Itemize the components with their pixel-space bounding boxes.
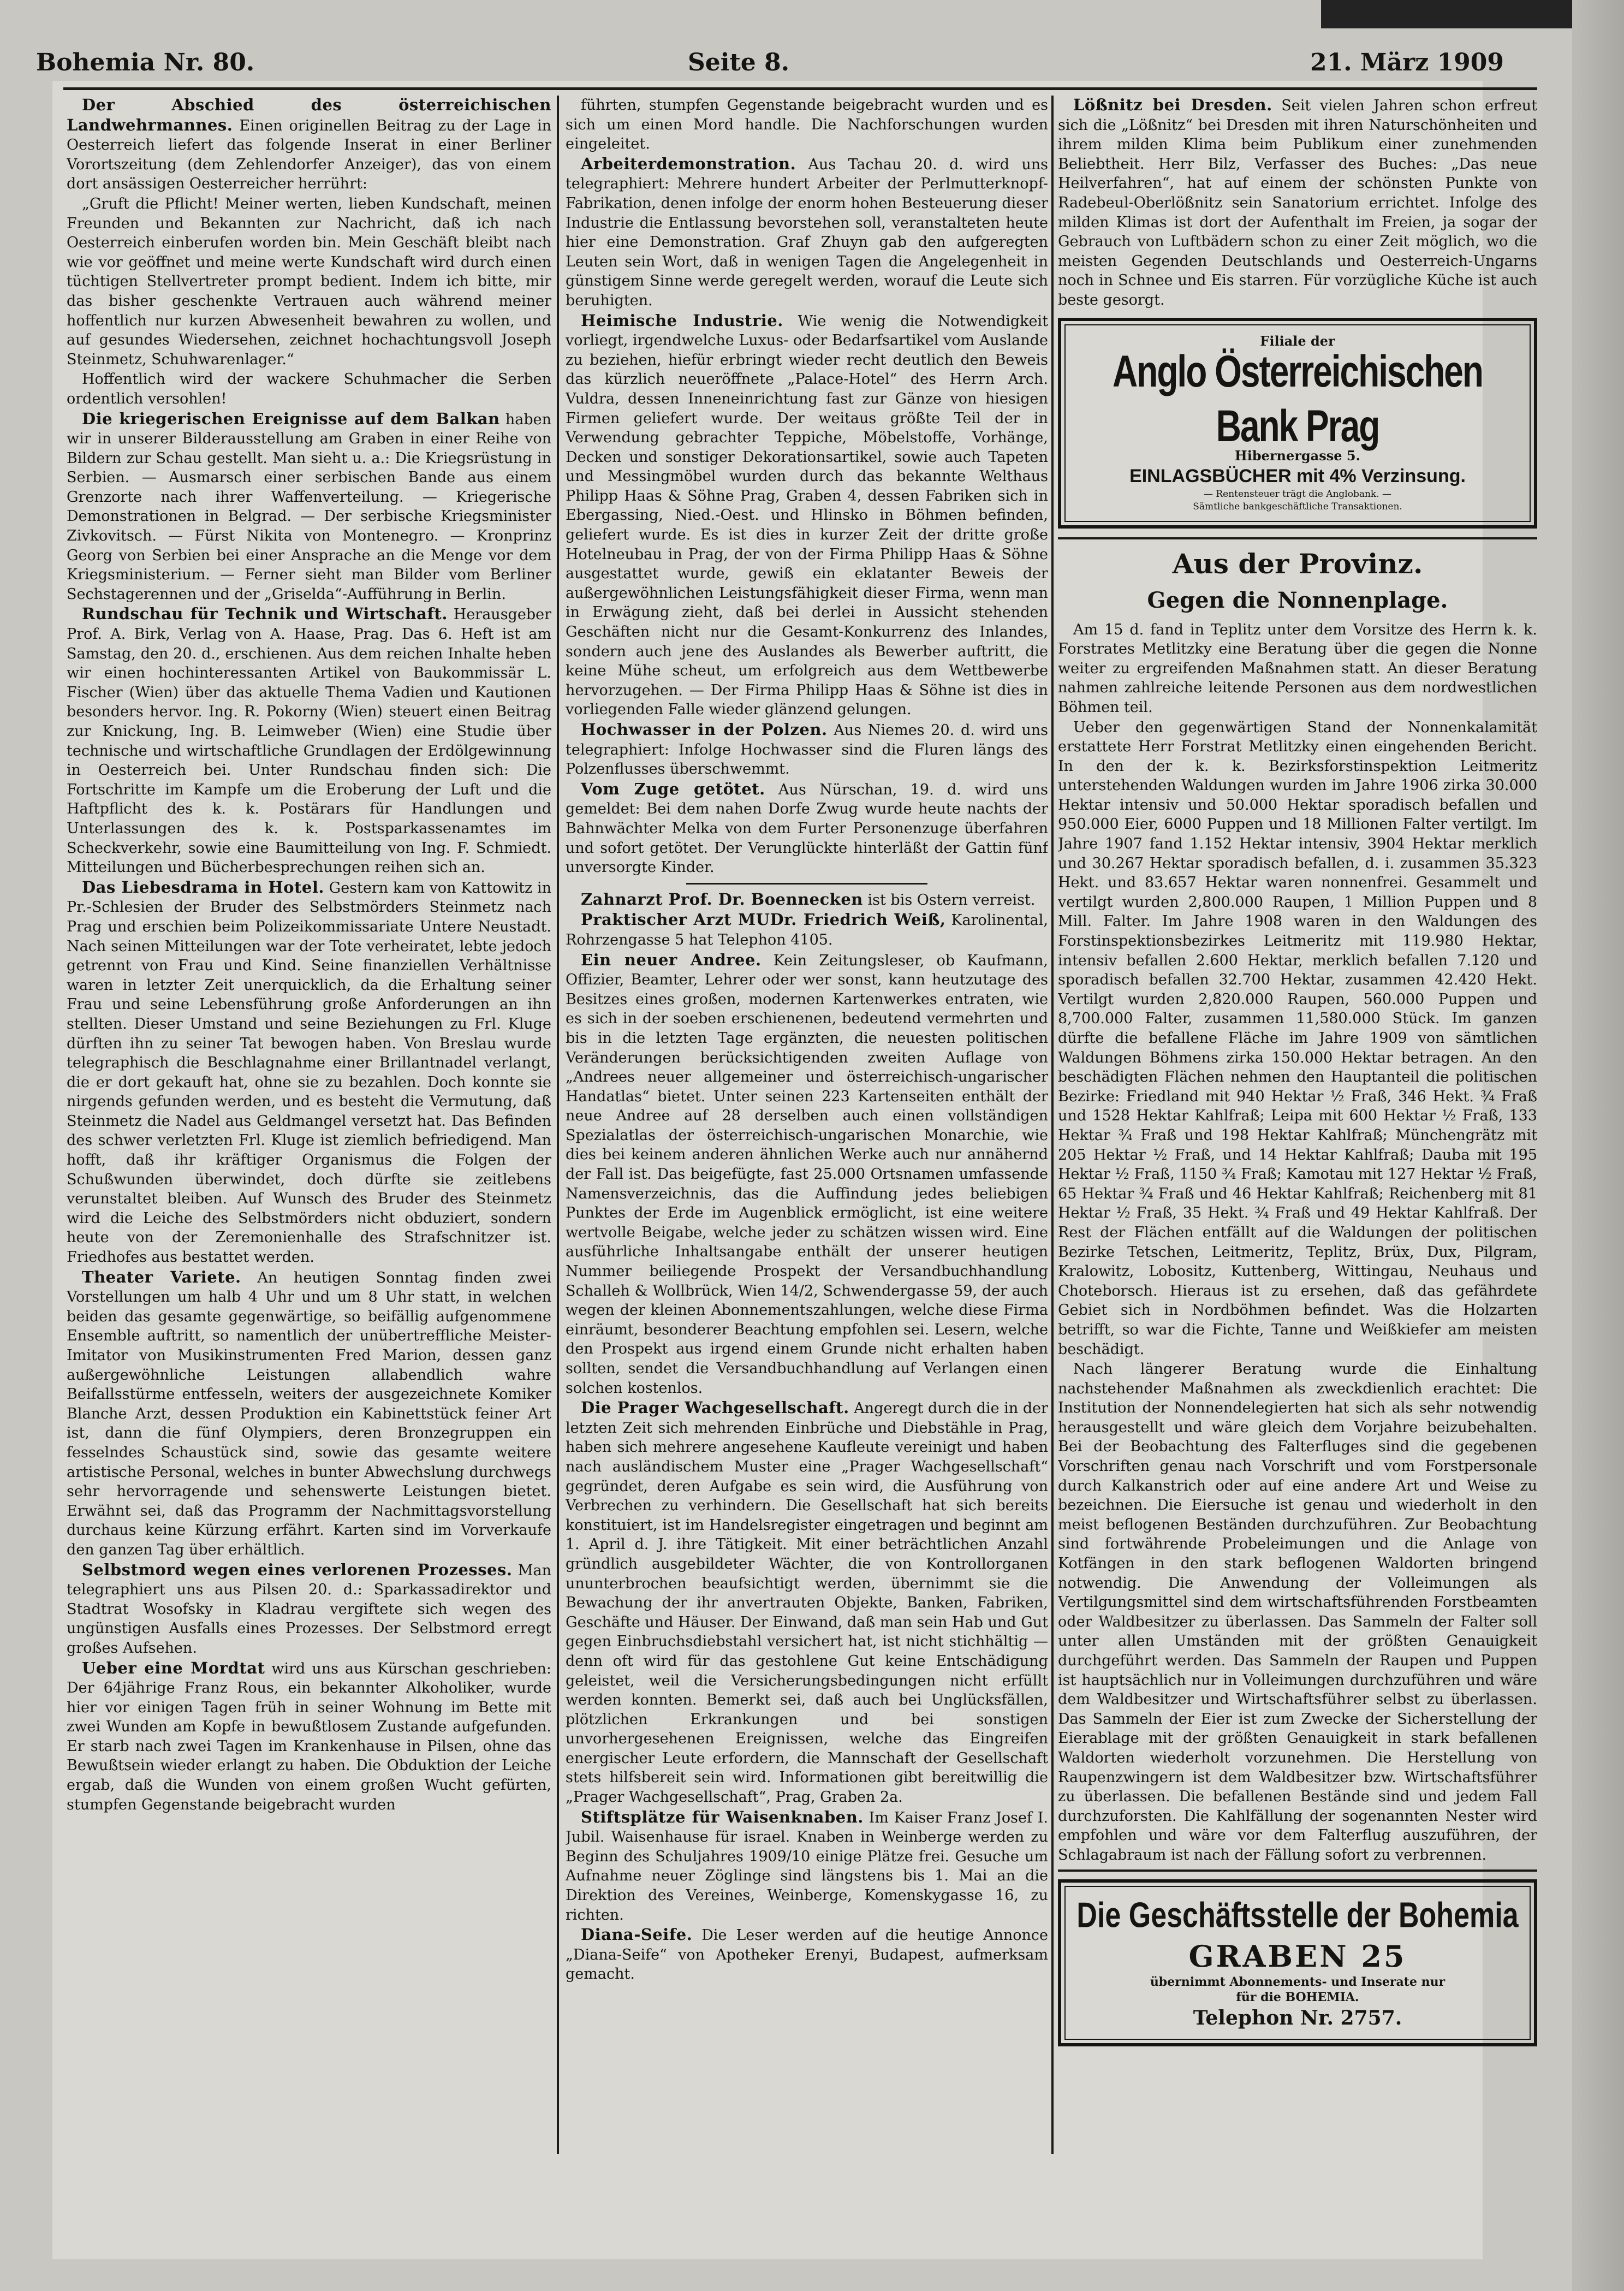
section-rule xyxy=(1058,537,1537,539)
bohemia-office-services: übernimmt Abonnements- und Inserate nur xyxy=(1150,1974,1445,1989)
article-headline: Diana-Seife. xyxy=(581,1925,693,1944)
article-paragraph xyxy=(67,1659,551,1815)
article-paragraph xyxy=(67,194,551,369)
article-text: wird uns aus Kürschan geschrieben: Der 64jährige Franz Rous, ein bekannter Alkoholiker, wurde hier vor einigen Tagen früh in seiner Wohnung im Bette mit zwei Wunden am Kopfe in bewußtlosem Zustande aufgefunden. Er starb nach zwei Tagen im Krankenhause in Pilsen, ohne das Bewußtsein wieder erlangt zu haben. Die Obduktion der Leiche ergab, daß die Wunden von einem großen Wucht gefürten, stumpfen Gegenstande beigebracht wurden xyxy=(67,1660,551,1813)
article-headline: Stiftsplätze für Waisenknaben. xyxy=(581,1807,864,1826)
article-paragraph xyxy=(566,780,1048,877)
article-nonnenplage-body xyxy=(1058,620,1537,1865)
anglobank-note-transactions: Sämtliche bankgeschäftliche Transaktionen. xyxy=(1193,501,1402,512)
article-headline: Rundschau für Technik und Wirtschaft. xyxy=(82,604,448,624)
article-paragraph xyxy=(566,1398,1048,1807)
header-page-number: Seite 8. xyxy=(688,49,790,76)
header-masthead: Bohemia Nr. 80. xyxy=(36,49,255,76)
column-3 xyxy=(1058,96,1537,2154)
article-text: An heutigen Sonntag finden zwei Vorstellungen um halb 4 Uhr und um 8 Uhr statt, in welchen beiden das gesamte gegenwärtige, so beifällig aufgenommene Ensemble auftritt, so namentlich der unübertreffliche Meister-Imitator von Musikinstrumenten Fred Marion, dessen ganz außergewöhnliche Leistungen allabendlich wahre Beifallsstürme entfesseln, weiters der ausgezeichnete Komiker Blanche Arzt, dessen Produktion ein Kabinettstück feiner Art ist, dann die fünf Olympiers, deren Bronzegruppen ein fesselndes Schaustück sind, sowie das gesamte weitere artistische Personal, welches in bunter Abwechslung durchwegs sehr hervorragende und sehenswerte Leistungen bietet. Erwähnt sei, daß das Programm der Nachmittagsvorstellung durchaus keine Kürzung erfährt. Karten sind im Vorverkaufe den ganzen Tag über erhältlich. xyxy=(67,1269,551,1558)
article-title-nonnenplage: Gegen die Nonnenplage. xyxy=(1147,587,1448,613)
article-text: Aus Nürschan, 19. d. wird uns gemeldet: Bei dem nahen Dorfe Zwug wurde heute nachts der Bahnwächter Melka von dem Furter Personenzuge überfahren und sofort getötet. Der Verunglückte hinterläßt der Gattin fünf unversorgte Kinder. xyxy=(566,781,1048,876)
article-text: haben wir in unserer Bilderausstellung am Graben in einer Reihe von Bildern zur Schau gestellt. Man sieht u. a.: Die Kriegsrüstung in Serbien. — Ausmarsch einer serbischen Bande aus einem Grenzorte nach ihrer Waffenverteilung. — Kriegerische Demonstrationen in Belgrad. — Der serbische Kriegsminister Zivkovitsch. — Fürst Nikita von Montenegro. — Kronprinz Georg von Serbien bei einer Ansprache an die Menge vor dem Kriegsministerium. — Ferner sieht man Bilder vom Berliner Sechstagerennen und der „Griselda“-Aufführung in Berlin. xyxy=(67,411,551,603)
bohemia-office-street: GRABEN 25 xyxy=(1188,1938,1407,1974)
article-headline: Vom Zuge getötet. xyxy=(581,779,765,798)
article-headline: Hochwasser in der Polzen. xyxy=(581,720,828,739)
article-text: Angeregt durch die in der letzten Zeit sich mehrenden Einbrüche und Diebstähle in Prag, haben sich mehrere angesehene Kaufleute vereinigt und haben nach ausländischem Muster eine „Prager Wachgesellschaft“ gegründet, deren Aufgabe es sein wird, die Ausführung von Verbrechen zu verhindern. Die Gesellschaft hat sich bereits konstituiert, ist im Handelsregister eingetragen und beginnt am 1. April d. J. ihre Tätigkeit. Mit einer beträchtlichen Anzahl gründlich ausgebildeter Wächter, die von Kontrollorganen ununterbrochen beaufsichtigt werden, übernimmt sie die Bewachung der ihr anvertrauten Objekte, Banken, Fabriken, Geschäfte und Häuser. Der Einwand, daß man sein Hab und Gut gegen Einbruchsdiebstahl versichert hat, ist nicht stichhältig — denn oft wird für das gestohlene Gut keine Entschädigung geleistet, weil die Versicherungsbedingungen nicht erfüllt werden konnten. Bemerkt sei, daß auch bei Unglücksfällen, plötzlichen Erkrankungen und bei sonstigen unvorhergesehenen Ereignissen, welche das Eingreifen energischer Leute erfordern, die Mannschaft der Gesellschaft stets hilfsbereit sein wird. Informationen gibt bereitwillig die „Prager Wachgesellschaft“, Prag, Graben 2a. xyxy=(566,1400,1048,1806)
bohemia-office-advertisement xyxy=(1058,1879,1537,2046)
article-paragraph xyxy=(566,1808,1048,1925)
column-2 xyxy=(566,96,1048,2154)
article-paragraph xyxy=(566,910,1048,949)
article-headline: Theater Variete. xyxy=(82,1267,241,1286)
anglobank-savings-offer: EINLAGSBÜCHER mit 4% Verzinsung. xyxy=(1129,465,1466,486)
article-paragraph xyxy=(566,890,1048,910)
article-text: Die Leser werden auf die heutige Annonce „Diana-Seife“ von Apotheker Erenyi, Budapest, aufmerksam gemacht. xyxy=(566,1927,1048,1983)
article-headline: Zahnarzt Prof. Dr. Boennecken xyxy=(581,889,863,909)
article-text: Karolinental, Rohrzengasse 5 hat Telephon 4105. xyxy=(566,912,1048,948)
article-paragraph xyxy=(67,96,551,194)
header-rule xyxy=(63,87,1537,90)
article-text: „Gruft die Pflicht! Meiner werten, lieben Kundschaft, meinen Freunden und Bekannten zur Nachricht, daß ich nach Oesterreich einberufen worden bin. Mein Geschäft bleibt nach wie vor geöffnet und meine werte Kundschaft wird durch einen tüchtigen Stellvertreter prompt bedient. Indem ich bitte, mir das bisher geschenkte Vertrauen auch während meiner hoffentlich nur kurzen Abwesenheit bewahren zu wollen, und auf gesundes Wiedersehen, zeichnet hochachtungsvoll Joseph Steinmetz, Schuhwarenlager.“ xyxy=(67,195,551,368)
article-text: Aus Tachau 20. d. wird uns telegraphiert: Mehrere hundert Arbeiter der Perlmutterknopf-Fabrikation, denen infolge der enorm hohen Besteuerung dieser Industrie die Entlassung bevorstehen soll, veranstalteten heute hier eine Demonstration. Graf Zhuyn gab den aufgeregten Leuten sein Wort, daß in wenigen Tagen die Angelegenheit in günstigem Sinne werde geregelt werden, worauf die Leute sich beruhigten. xyxy=(566,156,1048,309)
anglobank-address: Hibernergasse 5. xyxy=(1235,447,1360,464)
article-text: Nach längerer Beratung wurde die Einhaltung nachstehender Maßnahmen als zweckdienlich erachtet: Die Institution der Nonnendelegierten hat sich als sehr notwendig herausgestellt und wäre gleich dem Vorjahre beizubehalten. Bei der Beobachtung des Falterfluges sind die gegebenen Vorschriften genau nach Vorschrift und vom Forstpersonale durch Kalkanstrich oder auf eine andere Art und Weise zu bezeichnen. Die Eiersuche ist genau und wiederholt in den meist beflogenen Beständen durchzuführen. Zur Beobachtung sind fortwährende Probeleimungen und die Anlage von Kotfängen in den stark beflogenen Waldorten bringend notwendig. Die Anwendung der Volleimungen als Vertilgungsmittel sind dem wirtschaftsführenden Forstbeamten oder Waldbesitzer zu überlassen. Das Sammeln der Falter soll unter allen Umständen mit der größten Genauigkeit durchgeführt werden. Das Sammeln der Raupen und Puppen ist hauptsächlich nur in Volleimungen durchzuführen und wäre dem Waldbesitzer und Wirtschaftsführer selbst zu überlassen. Das Sammeln der Eier ist zum Zwecke der Sicherstellung der Eierablage mit der größten Genauigkeit in stark befallenen Waldorten wiederholt vorzunehmen. Die Herstellung von Raupenzwingern ist dem Waldbesitzer bzw. Wirtschaftsführer zu überlassen. Die befallenen Bestände sind und jedem Fall durchzuforsten. Die Kahlfällung der sogenannten Nester wird empfohlen und wäre vor dem Falterflug auszuführen, der Schlagabraum ist nach der Fällung sofort zu verbrennen. xyxy=(1058,1361,1537,1863)
article-text: Kein Zeitungsleser, ob Kaufmann, Offizier, Beamter, Lehrer oder wer sonst, kann heutzutage des Besitzes eines großen, modernen Kartenwerkes entraten, wie es sich in der soeben erschienenen, bedeutend vermehrten und bis in die letzten Tage ergänzten, die neuesten politischen Veränderungen berücksichtigenden zweiten Auflage von „Andrees neuer allgemeiner und österreichisch-ungarischer Handatlas“ bietet. Unter seinen 223 Kartenseiten enthält der neue Andree auf 28 derselben auch einen vollständigen Spezialatlas der österreichisch-ungarischen Monarchie, wie dies bei keinem anderen ähnlichen Werke auch nur annähernd der Fall ist. Das beigefügte, fast 25.000 Ortsnamen umfassende Namensverzeichnis, das die Auffindung jedes beliebigen Punktes der Erde im Augenblick ermöglicht, ist eine weitere wertvolle Beigabe, welche jeder zu schätzen wissen wird. Eine ausführliche Inhaltsangabe enthält der unserer heutigen Nummer beiliegende Prospekt der Versandbuchhandlung Schalleh & Wollbrück, Wien 14/2, Schwendergasse 59, der auch wegen der kleinen Abonnementszahlungen, welche diese Firma einräumt, besonderer Beachtung empfohlen sei. Lesern, welche den Prospekt aus irgend einem Grunde nicht erhalten haben sollten, sendet die Versandbuchhandlung auf Verlangen einen solchen kostenlos. xyxy=(566,952,1048,1397)
section-title-provinz: Aus der Provinz. xyxy=(1172,547,1423,580)
header-date: 21. März 1909 xyxy=(1310,49,1504,76)
bohemia-office-phone: Telephon Nr. 2757. xyxy=(1193,2006,1402,2029)
article-text: Aus Niemes 20. d. wird uns telegraphiert: Infolge Hochwasser sind die Fluren längs des Polzenflusses überschwemmt. xyxy=(566,722,1048,778)
article-headline: Praktischer Arzt MUDr. Friedrich Weiß, xyxy=(581,910,946,929)
ad-rule xyxy=(1058,1869,1537,1872)
article-text: führten, stumpfen Gegenstande beigebracht wurden und es sich um einen Mord handle. Die Nachforschungen wurden eingeleitet. xyxy=(566,97,1048,153)
article-paragraph xyxy=(1058,1360,1537,1865)
article-paragraph xyxy=(566,155,1048,311)
bohemia-office-services-2: für die BOHEMIA. xyxy=(1236,1990,1359,2004)
article-paragraph xyxy=(566,311,1048,720)
article-text: Seit vielen Jahren schon erfreut sich die „Lößnitz“ bei Dresden mit ihren Naturschönheiten und ihrem milden Klima beim Publikum einer zunehmenden Beliebtheit. Herr Bilz, Verfasser des Buches: „Das neue Heilverfahren“, hat auf einem der schönsten Punkte von Radebeul-Oberlößnitz sein Sanatorium errichtet. Infolge des milden Klimas ist dort der Aufenthalt im Freien, ja sogar der Gebrauch von Luftbädern schon zu einer Zeit möglich, wo die meisten Gegenden Deutschlands und Oesterreich-Ungarns noch in Schnee und Eis starren. Für vorzügliche Küche ist auch beste gesorgt. xyxy=(1058,97,1537,308)
article-headline: Ueber eine Mordtat xyxy=(82,1658,265,1677)
article-headline: Das Liebesdrama in Hotel. xyxy=(82,877,324,897)
article-paragraph xyxy=(67,878,551,1267)
article-text: Im Kaiser Franz Josef I. Jubil. Waisenhause für israel. Knaben in Weinberge werden zu Beginn des Schuljahres 1909/10 einige Plätze frei. Gesuche um Aufnahme neuer Zöglinge sind längstens bis 1. Mai an die Direktion des Vereines, Weinberge, Komenskygasse 16, zu richten. xyxy=(566,1809,1048,1924)
anglobank-advertisement xyxy=(1058,318,1537,529)
article-paragraph xyxy=(566,951,1048,1398)
article-paragraph xyxy=(1058,96,1537,310)
article-text: Ueber den gegenwärtigen Stand der Nonnenkalamität erstattete Herr Forstrat Metlitzky einen eingehenden Bericht. In den der k. k. Bezirksforstinspektion Leitmeritz unterstehenden Waldungen wurden im Jahre 1906 zirka 30.000 Hektar intensiv und 50.000 Hektar sporadisch befallen und 950.000 Eier, 6000 Puppen und 18 Millionen Falter vertilgt. Im Jahre 1907 fand 1.152 Hektar intensiv, 3904 Hektar merklich und 30.267 Hektar sporadisch befallen, d. i. zusammen 35.323 Hekt. und 83.657 Hektar waren nonnenfrei. Gesammelt und vertilgt wurden 2,800.000 Raupen, 1 Million Puppen und 8 Mill. Falter. Im Jahre 1908 waren in den Waldungen des Forstinspektionsbezirkes Leitmeritz mit 119.980 Hektar, intensiv befallen 2.600 Hektar, merklich befallen 7.120 und sporadisch befallen 32.700 Hektar, zusammen 42.420 Hekt. Vertilgt wurden 2,820.000 Raupen, 560.000 Puppen und 8,700.000 Falter, zusammen 11,580.000 Stück. Im ganzen dürfte die befallene Fläche im Jahre 1909 von sämtlichen Waldungen Böhmens zirka 150.000 Hektar betragen. An den beschädigten Flächen nehmen den Hauptanteil die politischen Bezirke: Friedland mit 940 Hektar ½ Fraß, 346 Hekt. ¾ Fraß und 1528 Hektar Kahlfraß; Leipa mit 600 Hektar ½ Fraß, 133 Hektar ¾ Fraß und 198 Hektar Kahlfraß; Münchengrätz mit 205 Hektar ½ Fraß, und 14 Hektar Kahlfraß; Dauba mit 195 Hektar ½ Fraß, 1150 ¾ Fraß; Kamotau mit 127 Hektar ½ Fraß, 65 Hektar ¾ Fraß und 46 Hektar Kahlfraß; Reichenberg mit 81 Hektar ½ Fraß, 35 Hekt. ¾ Fraß und 49 Hektar Kahlfraß. Der Rest der Flächen entfällt auf die Waldungen der politischen Bezirke Tetschen, Leitmeritz, Teplitz, Brüx, Dux, Pilgram, Kralowitz, Lobositz, Kuttenberg, Wittingau, Neuhaus und Choteborsch. Hieraus ist zu ersehen, daß das gefährdete Gebiet sich in Nordböhmen befindet. Was die Holzarten betrifft, so war die Fichte, Tanne und Weißkiefer am meisten beschädigt. xyxy=(1058,719,1537,1358)
column-1 xyxy=(67,96,551,2154)
article-headline: Arbeiterdemonstration. xyxy=(581,154,796,173)
article-paragraph xyxy=(67,370,551,408)
article-paragraph xyxy=(566,96,1048,154)
bohemia-office-title: Die Geschäftsstelle der Bohemia xyxy=(1076,1895,1519,1935)
article-paragraph xyxy=(1058,718,1537,1360)
scan-shadow-edge xyxy=(1572,0,1624,2291)
article-headline: Lößnitz bei Dresden. xyxy=(1073,96,1272,114)
article-text: Hoffentlich wird der wackere Schuhmacher die Serben ordentlich versohlen! xyxy=(67,371,551,407)
article-text: ist bis Ostern verreist. xyxy=(862,891,1036,909)
article-paragraph xyxy=(566,1925,1048,1984)
article-headline: Heimische Industrie. xyxy=(581,311,783,330)
anglobank-name: Anglo Österreichischen Bank Prag xyxy=(1113,346,1483,451)
article-paragraph xyxy=(566,720,1048,779)
article-headline: Der Abschied des österreichischen Landwehrmannes. xyxy=(67,96,551,134)
article-headline: Die kriegerischen Ereignisse auf dem Balkan xyxy=(82,409,500,428)
article-paragraph xyxy=(67,1268,551,1560)
article-text: Einen originellen Beitrag zu der Lage in Oesterreich liefert das folgende Inserat in einer Berliner Vorortszeitung (dem Zehlendorfer Anzeiger), das von einem dort ansässigen Oesterreicher herrührt: xyxy=(67,117,551,193)
article-headline: Die Prager Wachgesellschaft. xyxy=(581,1398,849,1417)
article-text: Wie wenig die Notwendigkeit vorliegt, irgendwelche Luxus- oder Bedarfsartikel vom Auslande zu beziehen, hiefür erbringt wieder recht deutlich den Beweis das kürzlich neueröffnete „Palace-Hotel“ des Herrn Arch. Vuldra, dessen Inneneinrichtung fast zur Gänze von hiesigen Firmen geliefert wurde. Der weitaus größte Teil der in Verwendung gebrachter Teppiche, Möbelstoffe, Vorhänge, Decken und sonstiger Dekorationsartikel, sowie auch Tapeten und Messingmöbel wurden durch das bekannte Welthaus Philipp Haas & Söhne Prag, Graben 4, dessen Fabriken sich in Ebergassing, Nied.-Oest. und Hlinsko in Böhmen befinden, geliefert wurde. Es ist dies in kurzer Zeit der dritte große Hotelneubau in Prag, der von der Firma Philipp Haas & Söhne ausgestattet wurde, gewiß ein eklatanter Beweis der außergewöhnlichen Leistungsfähigkeit dieser Firma, wenn man in Erwägung zieht, daß bei derlei in Aussicht stehenden Geschäften nicht nur die Gesamt-Konkurrenz des Inlandes, sondern auch jene des Auslandes als Bewerber auftritt, die keine Mühe scheut, um erfolgreich aus dem Wettbewerbe hervorzugehen. — Der Firma Philipp Haas & Söhne ist dies in vorliegenden Falle wieder glänzend gelungen. xyxy=(566,312,1048,719)
article-paragraph xyxy=(1058,620,1537,717)
article-text: Man telegraphiert uns aus Pilsen 20. d.: Sparkassadirektor und Stadtrat Wosofsky in Kladrau vergiftete sich wegen des ungünstigen Ausfalls eines Prozesses. Der Selbstmord erregt großes Aufsehen. xyxy=(67,1562,551,1657)
anglobank-branch-label: Filiale der xyxy=(1260,333,1335,349)
article-paragraph xyxy=(67,409,551,604)
article-text: Herausgeber Prof. A. Birk, Verlag von A. Haase, Prag. Das 6. Heft ist am Samstag, den 20. d., erschienen. Aus dem reichen Inhalte heben wir einen hochinteressanten Artikel von Baukommissär L. Fischer (Wien) über das aktuelle Thema Vadien und Kautionen besonders hervor. Ing. R. Pokorny (Wien) steuert einen Beitrag zur Knickung, Ing. B. Leimweber (Wien) eine Studie über technische und wirtschaftliche Grundlagen der Erdölgewinnung in Oesterreich bei. Unter Rundschau finden sich: Die Fortschritte im Kampfe um die Eroberung der Luft und die Haftpflicht des k. k. Postärars für Handlungen und Unterlassungen des k. k. Postsparkassenamtes im Scheckverkehr, sowie eine Baumitteilung von Ing. F. Schmiedt. Mitteilungen und Bücherbesprechungen reihen sich an. xyxy=(67,606,551,876)
anglobank-note-tax: — Rentensteuer trägt die Anglobank. — xyxy=(1203,488,1392,500)
article-headline: Ein neuer Andree. xyxy=(581,950,762,969)
article-text: Gestern kam von Kattowitz in Pr.-Schlesien der Bruder des Selbstmörders Steinmetz nach Prag und erschien beim Polizeikommissariate Untere Neustadt. Nach seinen Mitteilungen war der Tote verheiratet, lebte jedoch getrennt von Frau und Kind. Seine finanziellen Verhältnisse waren in letzter Zeit unerquicklich, da die Erhaltung seiner Frau und seine Lebensführung große Anforderungen an ihn stellten. Dieser Umstand und seine Beziehungen zu Frl. Kluge dürften ihn zu seiner Tat bewogen haben. Von Breslau wurde telegraphisch die Beschlagnahme einer Brillantnadel verlangt, die er dort gekauft hat, ohne sie zu bezahlen. Doch konnte sie nirgends gefunden werden, und es besteht die Vermutung, daß Steinmetz die Nadel aus Geldmangel versetzt hat. Das Befinden des schwer verletzten Frl. Kluge ist ziemlich befriedigend. Man hofft, daß ihr kräftiger Organismus die Folgen der Schußwunden überwindet, doch dürfte sie zeitlebens verunstaltet bleiben. Auf Wunsch des Bruder des Steinmetz wird die Leiche des Selbstmörders nicht obduziert, sondern heute von der Zeremonienhalle des Strafschnitzer ist. Friedhofes aus bestattet werden. xyxy=(67,879,551,1266)
column-3-intro xyxy=(1058,96,1537,310)
column-rule-2 xyxy=(1051,96,1054,2154)
article-text: Am 15 d. fand in Teplitz unter dem Vorsitze des Herrn k. k. Forstrates Metlitzky eine Beratung über die gegen die Nonne weiter zu ergreifenden Maßnahmen statt. An dieser Beratung nahmen zahlreiche leitende Personen aus dem nordwestlichen Böhmen teil. xyxy=(1058,621,1537,716)
article-paragraph xyxy=(67,604,551,877)
article-paragraph xyxy=(67,1560,551,1658)
article-headline: Selbstmord wegen eines verlorenen Prozesses. xyxy=(82,1560,513,1579)
article-separator xyxy=(686,883,927,885)
column-rule-1 xyxy=(557,96,559,2154)
